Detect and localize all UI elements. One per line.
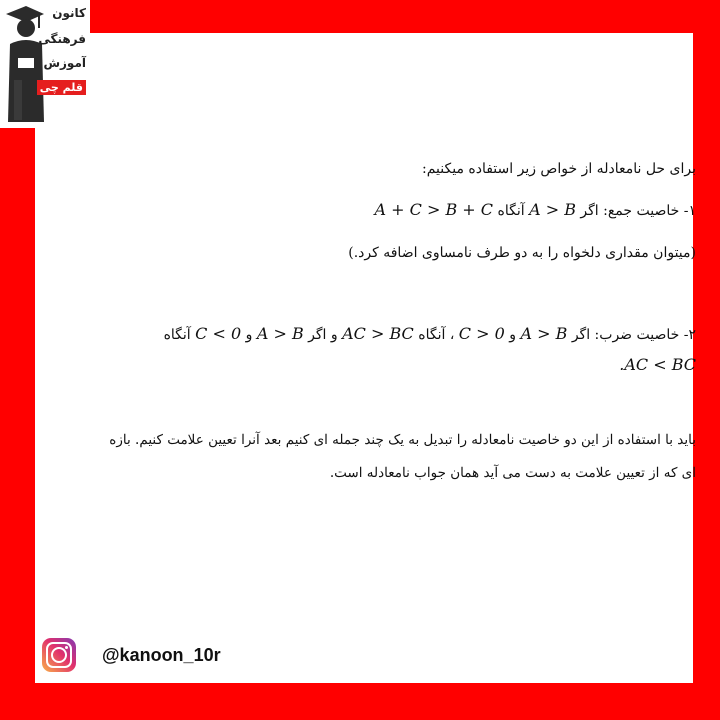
- property-2: [164, 324, 696, 343]
- property-1: [375, 200, 697, 219]
- prop2-condition-1: A > B: [520, 324, 568, 343]
- prop2-then-2: آنگاه: [163, 327, 191, 343]
- prop1-condition: A > B: [529, 200, 576, 219]
- paragraph-line-2: ای که از تعیین علامت به دست می آید همان جواب نامعادله است.: [329, 465, 696, 481]
- prop2-condition-2: C > 0: [458, 324, 505, 343]
- prop2-prefix: ۲- خاصیت ضرب: اگر: [571, 327, 696, 343]
- prop1-prefix: ۱- خاصیت جمع: اگر: [580, 203, 696, 219]
- instagram-handle[interactable]: @kanoon_10r: [102, 644, 221, 665]
- prop2-result-1: AC > BC: [342, 324, 414, 343]
- logo-line-3: آموزش: [43, 56, 86, 70]
- intro-text: برای حل نامعادله از خواص زیر استفاده میکنیم:: [422, 161, 696, 177]
- logo-line-2: فرهنگی: [38, 32, 86, 46]
- prop2-and-2: و اگر: [308, 327, 338, 343]
- prop2-and-1: و: [509, 327, 517, 343]
- property-2-result: [619, 355, 696, 374]
- property-1-note: (میتوان مقداری دلخواه را به دو طرف نامساوی اضافه کرد.): [348, 245, 696, 261]
- instagram-icon[interactable]: [42, 638, 76, 672]
- prop2-result-2: .AC < BC: [619, 355, 696, 374]
- prop1-result: A + C > B + C: [374, 200, 494, 219]
- prop2-and-3: و: [245, 327, 253, 343]
- logo-accent: قلم چی: [37, 80, 86, 95]
- footer: [42, 638, 221, 672]
- prop2-condition-3: A > B: [256, 324, 304, 343]
- prop1-then: آنگاه: [497, 203, 525, 219]
- paragraph-line-1: باید با استفاده از این دو خاصیت نامعادله را تبدیل به یک چند جمله ای کنیم بعد آنرا تعیین علامت کنیم. بازه: [109, 432, 696, 448]
- prop2-then-1: ، آنگاه: [418, 327, 455, 343]
- prop2-condition-4: C < 0: [195, 324, 242, 343]
- logo-line-1: کانون: [52, 6, 86, 20]
